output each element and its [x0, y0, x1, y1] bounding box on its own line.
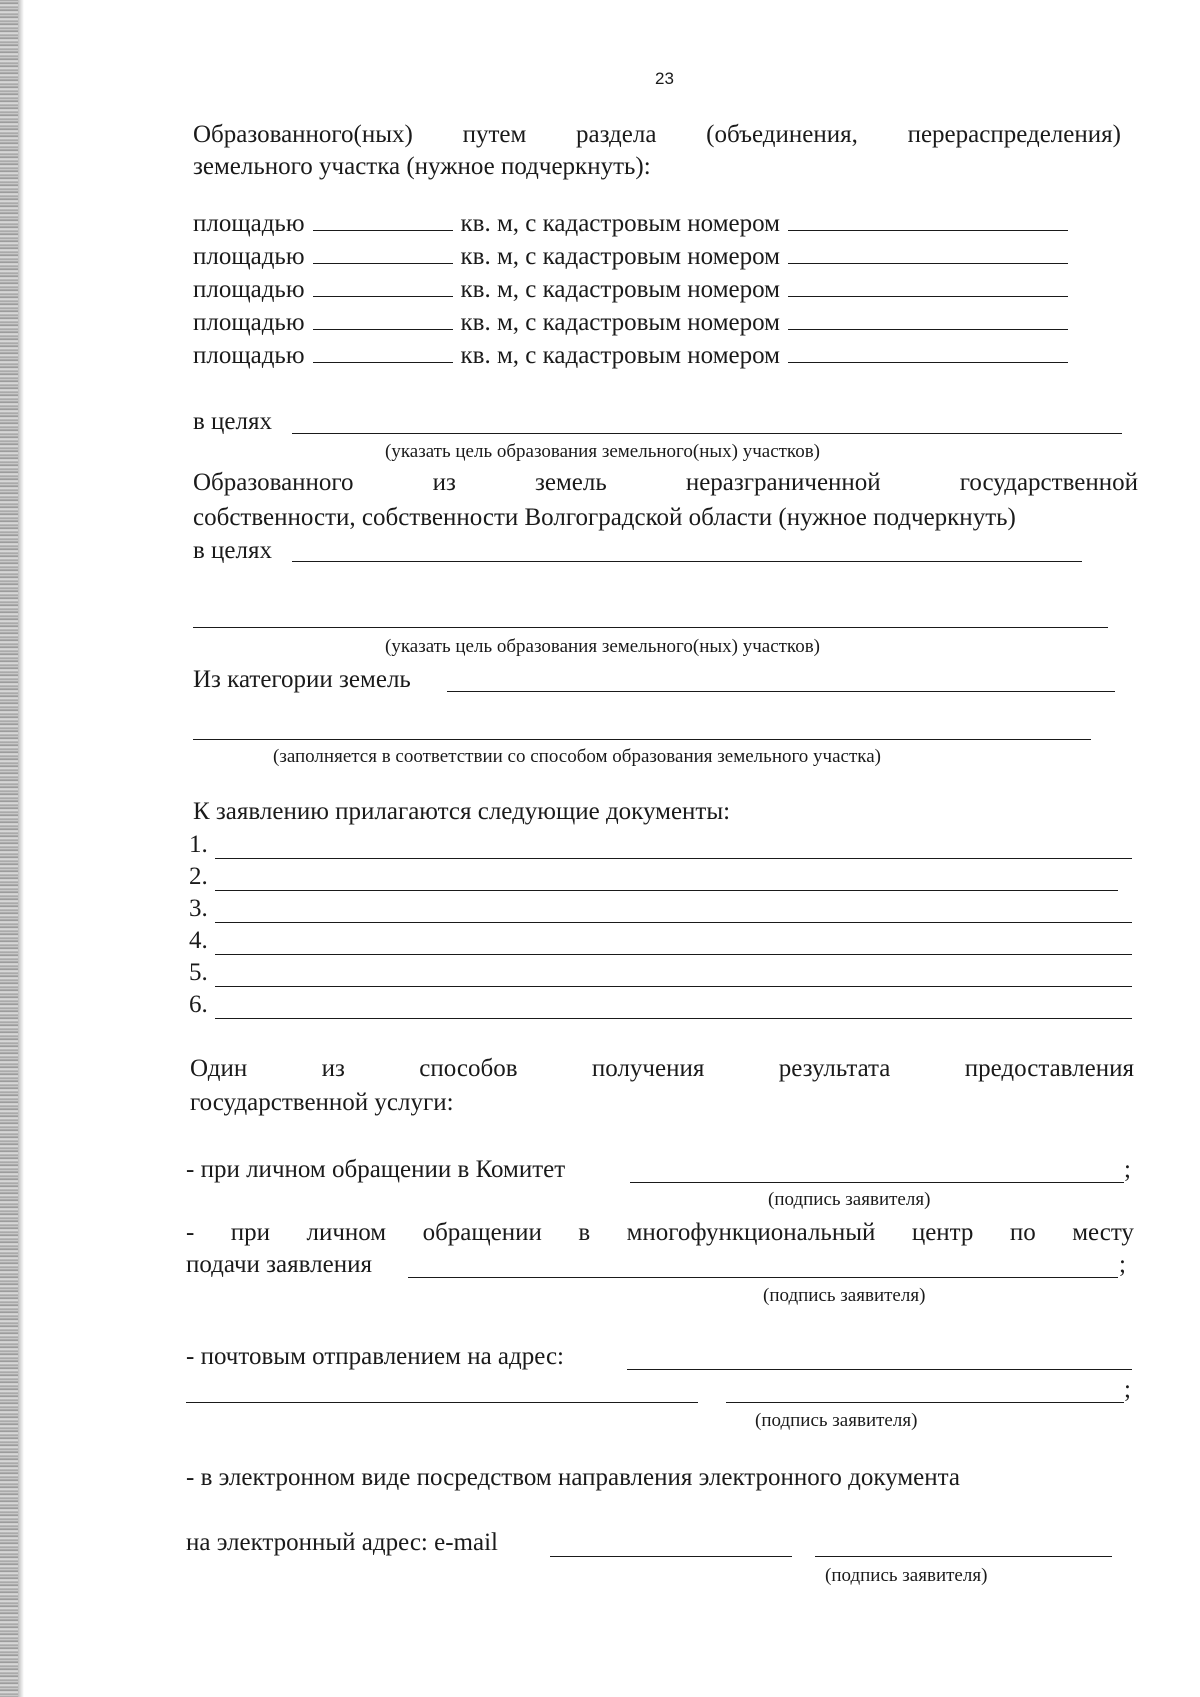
word: путем	[462, 121, 527, 148]
word: способов	[419, 1055, 518, 1082]
attachment-field-6[interactable]	[215, 1018, 1132, 1019]
attachment-number: 3.	[189, 895, 208, 922]
land-category-label: Из категории земель	[193, 666, 411, 693]
word: получения	[591, 1055, 705, 1082]
in-person-committee-signature-field[interactable]	[630, 1182, 1124, 1183]
unit-label: кв. м, с кадастровым номером	[460, 210, 780, 237]
postal-label: - почтовым отправлением на адрес:	[186, 1343, 564, 1370]
signature-hint: (подпись заявителя)	[755, 1410, 918, 1431]
purpose-2-label: в целях	[193, 537, 273, 564]
attachments-heading: К заявлению прилагаются следующие документы:	[193, 798, 731, 825]
attachment-field-4[interactable]	[215, 954, 1132, 955]
semicolon: ;	[1124, 1376, 1131, 1403]
mfc-line2: подачи заявления	[186, 1251, 372, 1278]
purpose-2-field[interactable]	[292, 561, 1082, 562]
attachment-field-5[interactable]	[215, 986, 1132, 987]
word: раздела	[576, 121, 657, 148]
page-number: 23	[655, 69, 674, 88]
area-field[interactable]	[313, 362, 453, 363]
area-field[interactable]	[313, 296, 453, 297]
in-person-committee-label: - при личном обращении в Комитет	[186, 1156, 566, 1183]
word: земель	[534, 469, 607, 496]
attachment-number: 4.	[189, 927, 208, 954]
word: государственной	[959, 469, 1138, 496]
signature-hint: (подпись заявителя)	[825, 1565, 988, 1586]
cadastral-number-field[interactable]	[788, 362, 1068, 363]
attachment-field-1[interactable]	[215, 858, 1132, 859]
scan-edge-fade	[18, 0, 24, 1697]
word: месту	[1072, 1219, 1134, 1246]
cadastral-number-field[interactable]	[788, 329, 1068, 330]
word: неразграниченной	[685, 469, 881, 496]
electronic-label: - в электронном виде посредством направления электронного документа	[186, 1464, 960, 1491]
purpose-2-field-continued[interactable]	[193, 627, 1108, 628]
cadastral-number-field[interactable]	[788, 296, 1068, 297]
word: предоставления	[964, 1055, 1134, 1082]
word: из	[432, 469, 456, 496]
unit-label: кв. м, с кадастровым номером	[460, 309, 780, 336]
division-line1	[193, 120, 1121, 150]
lands-line1	[193, 468, 1138, 498]
area-field[interactable]	[313, 230, 453, 231]
area-field[interactable]	[313, 263, 453, 264]
result-methods-heading-line2: государственной услуги:	[190, 1089, 454, 1116]
unit-label: кв. м, с кадастровым номером	[460, 243, 780, 270]
land-category-hint: (заполняется в соответствии со способом образования земельного участка)	[273, 746, 881, 767]
purpose-2-hint: (указать цель образования земельного(ных) участков)	[385, 636, 820, 657]
area-label: площадью	[193, 243, 305, 270]
lands-line2: собственности, собственности Волгоградской области (нужное подчеркнуть)	[193, 504, 1016, 531]
unit-label: кв. м, с кадастровым номером	[460, 276, 780, 303]
cadastral-number-field[interactable]	[788, 263, 1068, 264]
postal-address-field-continued[interactable]	[186, 1402, 698, 1403]
electronic-signature-field[interactable]	[815, 1556, 1112, 1557]
area-label: площадью	[193, 342, 305, 369]
attachment-number: 1.	[189, 831, 208, 858]
purpose-1-field[interactable]	[292, 433, 1122, 434]
word: -	[186, 1219, 195, 1246]
word: результата	[778, 1055, 891, 1082]
attachment-field-2[interactable]	[215, 890, 1118, 891]
purpose-1-label: в целях	[193, 408, 273, 435]
cadastral-number-field[interactable]	[788, 230, 1068, 231]
area-label: площадью	[193, 210, 305, 237]
land-category-field[interactable]	[447, 691, 1115, 692]
postal-signature-field[interactable]	[726, 1402, 1124, 1403]
plot-row-5	[193, 341, 1068, 371]
email-label: на электронный адрес: e-mail	[186, 1529, 498, 1556]
area-field[interactable]	[313, 329, 453, 330]
attachment-number: 2.	[189, 863, 208, 890]
attachment-number: 5.	[189, 959, 208, 986]
purpose-1-hint: (указать цель образования земельного(ных) участков)	[385, 441, 820, 462]
signature-hint: (подпись заявителя)	[768, 1189, 931, 1210]
result-methods-heading-line1	[190, 1054, 1134, 1084]
scan-edge-shadow	[0, 0, 18, 1697]
word: по	[1009, 1219, 1036, 1246]
email-field[interactable]	[550, 1556, 792, 1557]
plot-row-2	[193, 242, 1068, 272]
unit-label: кв. м, с кадастровым номером	[460, 342, 780, 369]
mfc-line1	[186, 1218, 1134, 1248]
mfc-signature-field[interactable]	[408, 1277, 1118, 1278]
word: центр	[911, 1219, 974, 1246]
semicolon: ;	[1124, 1156, 1131, 1183]
word: личном	[306, 1219, 387, 1246]
area-label: площадью	[193, 276, 305, 303]
word: Один	[190, 1055, 248, 1082]
signature-hint: (подпись заявителя)	[763, 1285, 926, 1306]
semicolon: ;	[1119, 1251, 1126, 1278]
word: перераспределения)	[907, 121, 1121, 148]
word: из	[321, 1055, 345, 1082]
plot-row-1	[193, 209, 1068, 239]
land-category-field-continued[interactable]	[193, 739, 1091, 740]
word: в	[578, 1219, 591, 1246]
word: при	[230, 1219, 271, 1246]
word: (объединения,	[706, 121, 858, 148]
plot-row-3	[193, 275, 1068, 305]
division-line2: земельного участка (нужное подчеркнуть):	[193, 153, 651, 180]
word: Образованного(ных)	[193, 121, 413, 148]
word: Образованного	[193, 469, 354, 496]
plot-row-4	[193, 308, 1068, 338]
area-label: площадью	[193, 309, 305, 336]
postal-address-field[interactable]	[627, 1369, 1132, 1370]
word: многофункциональный	[626, 1219, 876, 1246]
word: обращении	[422, 1219, 542, 1246]
attachment-number: 6.	[189, 991, 208, 1018]
attachment-field-3[interactable]	[215, 922, 1132, 923]
